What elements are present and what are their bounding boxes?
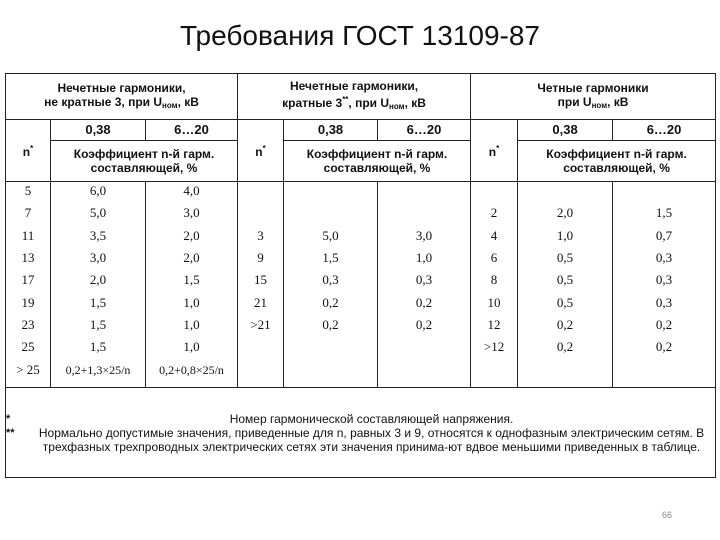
page-number: 66 [662,510,673,520]
table-cell: 0,2+0,8×25/n [159,362,224,377]
table-cell: 0,3 [655,294,673,310]
table-cell: 0,5 [556,294,574,310]
group-header-even: Четные гармоники при $U_{ном}$, кВ [471,74,716,120]
table-cell: 0,3 [415,272,433,288]
footnote-1: * Номер гармонической составляющей напряжения. [6,411,514,426]
table-cell: 0,3 [322,272,339,288]
table-cell: >21 [250,317,271,333]
table-cell: 0,5 [556,272,574,288]
table-cell: 5,0 [322,227,339,243]
table-cell: 25 [21,339,35,355]
table-cell: 8 [490,272,498,288]
table-cell: 0,2 [556,339,574,355]
g1-620-column [146,182,238,388]
g1-n-column [6,182,51,388]
table-cell: 1,5 [89,339,107,355]
table-cell: 5 [24,182,32,198]
table-cell: 15 [254,272,268,288]
g1-038-column [51,182,146,388]
voltage-6-20: 6…20 [378,120,471,141]
table-cell: 0,2 [322,294,339,310]
table-cell: 3,0 [89,249,107,265]
table-cell: 0,3 [655,272,673,288]
coefficient-header: Коэффициент n-й гарм. составляющей, % [518,141,716,182]
table-cell: 0,2 [655,339,673,355]
footnote-2: ** Нормально допустимые значения, приведенные для n, равных 3 и 9, относятся к однофазным электрическим сетям. В трехфазных трехпроводных электрических сетях эти значения принима-ют вдвое меньшими приведенных в таблице. [6,425,705,454]
table-cell: 4 [490,227,498,243]
table-cell: 1,0 [183,339,200,355]
table-cell: 1,0 [415,249,433,265]
group-header-odd-non-multiple-3: Нечетные гармоники, не кратные 3, при $U_{ном}$, кВ [6,74,238,120]
table-cell: 0,2 [322,317,339,333]
table-cell: 0,2 [415,294,433,310]
table-cell: 1,0 [556,227,574,243]
table-cell: 0,7 [655,227,673,243]
table-cell: 9 [257,249,264,265]
g3-620-column [613,182,716,388]
table-cell: 2,0 [183,227,200,243]
coefficient-header: Коэффициент n-й гарм. составляющей, % [284,141,471,182]
g2-038-column [284,182,378,388]
group-header-odd-multiple-3: Нечетные гармоники, кратные 3**, при $U_{ном}$, кВ [238,74,471,120]
table-cell: 6 [490,249,498,265]
table-cell: 7 [24,205,32,221]
table-cell: 1,5 [89,294,107,310]
table-cell: 2,0 [556,205,574,221]
g3-038-column [518,182,613,388]
voltage-6-20: 6…20 [613,120,716,141]
voltage-038: 0,38 [51,120,146,141]
slide-title: Требования ГОСТ 13109-87 [179,20,541,51]
table-cell: 21 [254,294,268,310]
table-cell: 4,0 [183,182,200,198]
table-cell: 2,0 [89,272,107,288]
table-cell: 12 [487,317,501,333]
table-cell: 5,0 [89,205,107,221]
table-cell: 13 [21,249,35,265]
table-cell: 3,0 [415,227,433,243]
table-cell: 3,5 [89,227,107,243]
table-cell: 17 [21,272,35,288]
table-cell: 0,2 [556,317,574,333]
table-cell: 3,0 [183,205,200,221]
table-cell: 0,2 [655,317,673,333]
table-cell: 0,2 [415,317,433,333]
n-column-header: n* [238,120,284,182]
table-cell: >12 [483,339,505,355]
table-cell: 0,5 [556,249,574,265]
table-cell: 11 [21,227,35,243]
g3-n-column [471,182,518,388]
table-cell: 0,2+1,3×25/n [65,362,131,377]
table-cell: 2,0 [183,249,200,265]
table-cell: 6,0 [89,182,107,198]
g2-620-column [378,182,471,388]
table-cell: 2 [490,205,498,221]
g2-n-column [238,182,284,388]
voltage-038: 0,38 [284,120,378,141]
table-cell: > 25 [16,361,40,377]
table-cell: 1,0 [183,317,200,333]
table-cell: 19 [21,294,35,310]
n-column-header: n* [6,120,51,182]
table-cell: 1,5 [322,249,339,265]
n-column-header: n* [471,120,518,182]
table-footnotes [6,388,716,478]
table-cell: 1,5 [183,272,200,288]
table-cell: 23 [21,317,35,333]
voltage-6-20: 6…20 [146,120,238,141]
table-cell: 1,5 [655,205,673,221]
table-cell: 1,5 [89,317,107,333]
coefficient-header: Коэффициент n-й гарм. составляющей, % [51,141,238,182]
table-cell: 0,3 [655,249,673,265]
harmonics-table [5,73,716,478]
table-cell: 10 [487,294,501,310]
voltage-038: 0,38 [518,120,613,141]
table-cell: 1,0 [183,294,200,310]
table-cell: 3 [257,227,264,243]
